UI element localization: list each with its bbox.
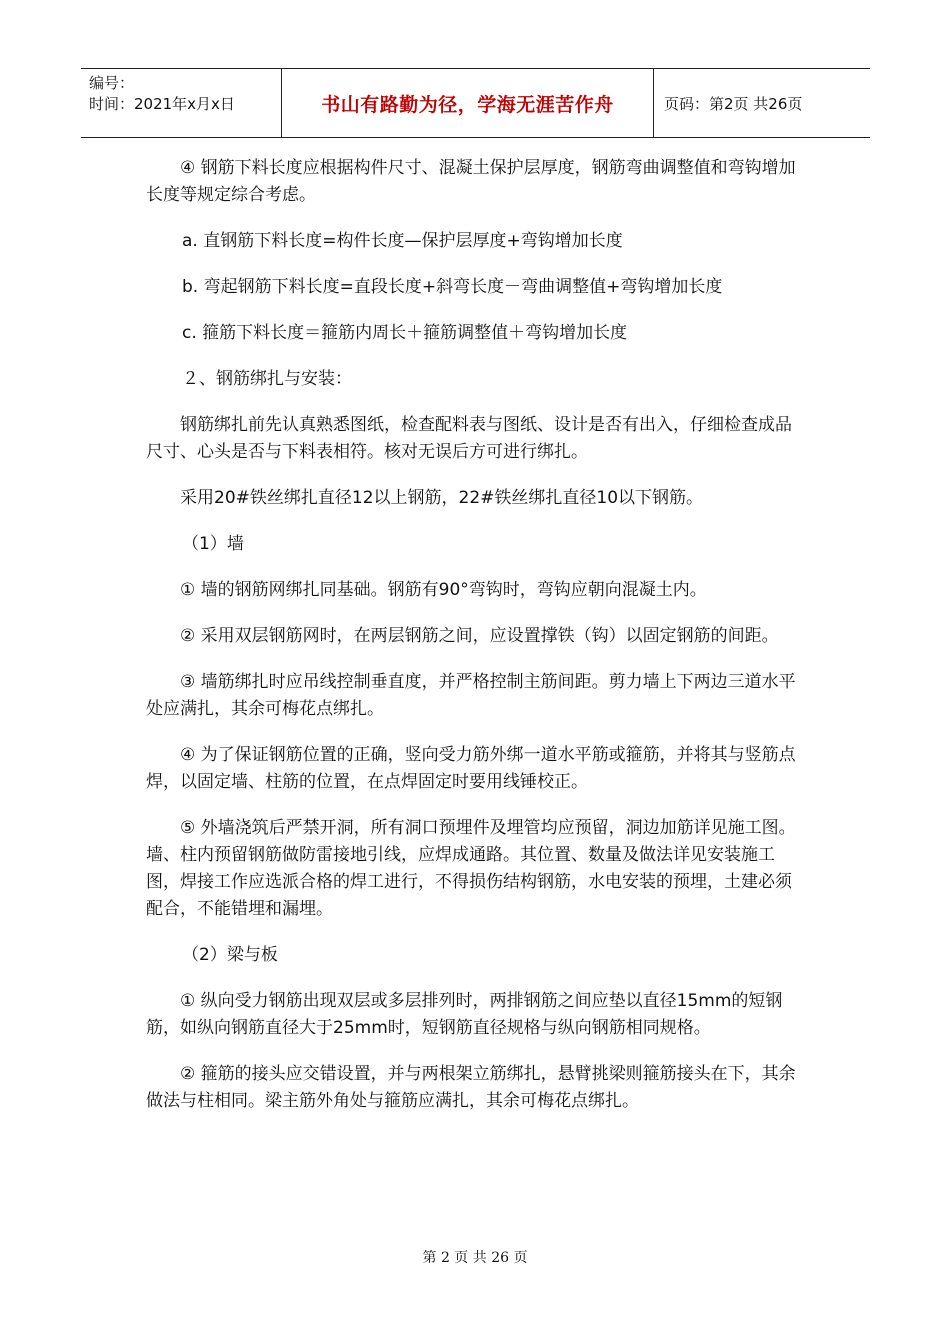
subsection-heading-beam-slab: （2）梁与板 [182, 945, 278, 965]
paragraph-rebar-cut-length: ④ 钢筋下料长度应根据构件尺寸、混凝土保护层厚度，钢筋弯曲调整值和弯钩增加长度等规定综合考虑。 [146, 158, 796, 205]
paragraph-wall-2: ② 采用双层钢筋网时，在两层钢筋之间，应设置撑铁（钩）以固定钢筋的间距。 [180, 626, 779, 646]
paragraph-beam-1: ① 纵向受力钢筋出现双层或多层排列时，两排钢筋之间应垫以直径15mm的短钢筋，如纵向钢筋直径大于25mm时，短钢筋直径规格与纵向钢筋相同规格。 [146, 991, 783, 1038]
paragraph-pre-binding-check: 钢筋绑扎前先认真熟悉图纸，检查配料表与图纸、设计是否有出入，仔细检查成品尺寸、心头是否与下料表相符。核对无误后方可进行绑扎。 [146, 415, 792, 462]
subsection-heading-wall: （1）墙 [182, 534, 244, 554]
page-header [81, 68, 870, 138]
formula-straight-bar: a. 直钢筋下料长度=构件长度—保护层厚度+弯钩增加长度 [182, 231, 623, 251]
page-footer: 第 2 页 共 26 页 [422, 1250, 528, 1266]
paragraph-beam-2: ② 箍筋的接头应交错设置，并与两根架立筋绑扎，悬臂挑梁则箍筋接头在下，其余做法与柱相同。梁主筋外角处与箍筋应满扎，其余可梅花点绑扎。 [146, 1064, 796, 1111]
document-number-label: 编号： [89, 74, 135, 92]
paragraph-wall-5: ⑤ 外墙浇筑后严禁开洞，所有洞口预埋件及埋管均应预留，洞边加筋详见施工图。墙、柱内预留钢筋做防雷接地引线，应焊成通路。其位置、数量及做法详见安装施工图，焊接工作应选派合格的焊工进行，不得损伤结构钢筋，水电安装的预埋，土建必须配合，不能错埋和漏埋。 [146, 818, 796, 919]
paragraph-wall-3: ③ 墙筋绑扎时应吊线控制垂直度，并严格控制主筋间距。剪力墙上下两边三道水平处应满扎，其余可梅花点绑扎。 [146, 672, 796, 719]
formula-bent-bar: b. 弯起钢筋下料长度=直段长度+斜弯长度－弯曲调整值+弯钩增加长度 [182, 277, 723, 297]
section-heading-binding: ２、钢筋绑扎与安装： [182, 369, 352, 389]
document-time-label: 时间：2021年x月x日 [89, 95, 235, 113]
header-meta [81, 69, 282, 137]
paragraph-wire-gauge: 采用20#铁丝绑扎直径12以上钢筋，22#铁丝绑扎直径10以下钢筋。 [180, 488, 704, 508]
formula-stirrup: c. 箍筋下料长度＝箍筋内周长＋箍筋调整值＋弯钩增加长度 [182, 323, 628, 343]
header-motto: 书山有路勤为径，学海无涯苦作舟 [282, 69, 654, 137]
document-body [146, 155, 808, 1134]
header-page-info: 页码：第2页 共26页 [664, 94, 803, 113]
paragraph-wall-4: ④ 为了保证钢筋位置的正确，竖向受力筋外绑一道水平筋或箍筋，并将其与竖筋点焊，以固定墙、柱筋的位置，在点焊固定时要用线锤校正。 [146, 745, 796, 792]
paragraph-wall-1: ① 墙的钢筋网绑扎同基础。钢筋有90°弯钩时，弯钩应朝向混凝土内。 [180, 580, 707, 600]
